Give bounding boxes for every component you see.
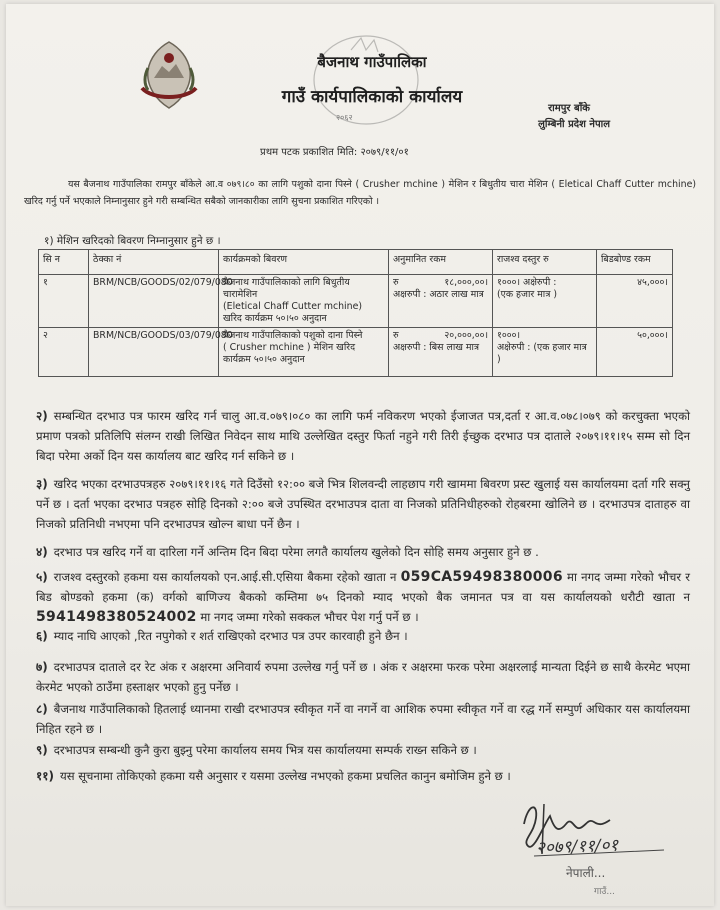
clause-9 bbox=[36, 740, 690, 760]
header-estimated-amount: अनुमानित रकम bbox=[389, 250, 493, 275]
header-bid-bond: बिडबोण्ड रकम bbox=[597, 250, 673, 275]
clause-2 bbox=[36, 406, 690, 466]
signature-name: नेपाली... bbox=[566, 866, 606, 880]
header-sn: सि न bbox=[39, 250, 89, 275]
cell-amount bbox=[389, 275, 493, 328]
cell-contract: BRM/NCB/GOODS/02/079/080 bbox=[89, 275, 219, 328]
clause-number: ५) bbox=[36, 570, 48, 584]
header-contract: ठेक्का नं bbox=[89, 250, 219, 275]
clause-text: दरभाउपत्र दाताले दर रेट अंक र अक्षरमा अनिवार्य रुपमा उल्लेख गर्नु पर्ने छ । अंक र अक्षरमा फरक परेमा अक्षरलाई मान्यता दिईने छ साथै केरमेट भएमा केरमेट भएको ठाउँमा हस्ताक्षर भएको हुनु पर्नेछ । bbox=[36, 660, 690, 694]
clause-number: ७) bbox=[36, 660, 48, 674]
amount-words: अक्षरुपी : बिस लाख मात्र bbox=[393, 342, 480, 353]
intro-paragraph: यस बैजनाथ गाउँपालिका रामपुर बाँकेले आ.व ०७९।८० का लागि पशुको दाना पिस्ने ( Crusher mchine ) मेशिन र बिधुतीय चारा मेशिन ( Eletical Chaff Cutter mchine) खरिद गर्नु पर्ने भएकाले निम्नानुसार हुने गरी सम्बन्धित सबैको जानकारीका लागि सुचना प्रकाशित गरिएको । bbox=[24, 179, 696, 207]
clause-text: सम्बन्धित दरभाउ पत्र फारम खरिद गर्न चालु आ.व.०७९।०८० का लागि फर्म नविकरण भएको ईजाजत पत्र,दर्ता र आ.व.०७८।०७९ को करचुक्ता भएको प्रमाण पत्रको प्रतिलिपि संलग्न राखी लिखित निवेदन साथ माथि उल्लेखित दस्तुर फिर्ता नहुने गरी तिरी ईच्छुक दरभाउ पत्र दाताले २०७९।११।१५ सम्म सो दिन बिदा परेमा अर्को दिन यस कार्यालय बाट खरिद गर्न सकिने छ । bbox=[36, 409, 690, 463]
section-1-title: १) मेशिन खरिदको बिवरण निम्नानुसार हुने छ । bbox=[44, 235, 221, 247]
fee-value: १०००। अक्षेरुपी : bbox=[497, 277, 557, 288]
cell-fee bbox=[493, 275, 597, 328]
publication-date: प्रथम पटक प्रकाशित मिति: २०७९/११/०१ bbox=[260, 147, 409, 158]
seal-year: २०६२ bbox=[336, 113, 353, 122]
clause-text: दरभाउ पत्र खरिद गर्ने वा दारिला गर्ने अन्तिम दिन बिदा परेमा लगतै कार्यालय खुलेको दिन सोहि समय अनुसार हुने छ . bbox=[53, 545, 539, 559]
document-page bbox=[6, 4, 714, 906]
clause-7 bbox=[36, 657, 690, 697]
clause-11 bbox=[36, 766, 690, 786]
desc-line: ( Crusher mchine ) मेशिन खरिद bbox=[223, 342, 356, 353]
office-title: गाउँ कार्यपालिकाको कार्यालय bbox=[281, 87, 463, 107]
clause-text: राजश्व दस्तुरको हकमा यस कार्यालयको एन.आई.सी.एसिया बैकमा रहेको खाता न bbox=[53, 570, 397, 584]
amount-prefix: रु bbox=[393, 277, 399, 288]
office-name: बैजनाथ गाउँपालिका bbox=[317, 53, 427, 71]
clause-4 bbox=[36, 542, 690, 562]
cell-bond: ५०,०००। bbox=[597, 328, 673, 377]
amount-value: १८,०००,००। bbox=[444, 277, 488, 288]
clause-text: मा नगद जम्मा गरेको सक्कल भौचर पेश गर्नु पर्ने छ । bbox=[200, 610, 419, 624]
clause-number: ११) bbox=[36, 769, 54, 783]
cell-sn: २ bbox=[39, 328, 89, 377]
fee-value: १०००। bbox=[497, 330, 521, 341]
table-header-row bbox=[39, 250, 673, 275]
cell-sn: १ bbox=[39, 275, 89, 328]
table-row bbox=[39, 328, 673, 377]
nepal-emblem-icon bbox=[134, 38, 204, 112]
fee-words: अक्षेरुपी : (एक हजार मात्र ) bbox=[497, 342, 587, 365]
desc-line: बैजनाथ गाउँपालिकाको लागि बिधुतीय चारामेशिन bbox=[223, 277, 350, 300]
address-line-2: लुम्बिनी प्रदेश नेपाल bbox=[538, 119, 610, 130]
revenue-account-number: 059CA59498380006 bbox=[400, 569, 563, 585]
clause-number: ९) bbox=[36, 743, 48, 757]
header-description: कार्यक्रमको बिवरण bbox=[219, 250, 389, 275]
cell-description bbox=[219, 275, 389, 328]
clause-text: यस सूचनामा तोकिएको हकमा यसै अनुसार र यसमा उल्लेख नभएको हकमा प्रचलित कानुन बमोजिम हुने छ । bbox=[59, 769, 511, 783]
clause-text: मा नगद जम्मा गरेको भौचर र बिड बोण्डको हकमा (क) वर्गको बाणिज्य बैकको कम्तिमा ७५ दिनको म्याद भएको बैक जमानत पत्र वा यस कार्यालयको धरौटी खाता न bbox=[36, 570, 691, 604]
clause-number: ६) bbox=[36, 629, 48, 643]
desc-line: कार्यक्रम ५०।५० अनुदान bbox=[223, 354, 305, 365]
clause-3 bbox=[36, 474, 690, 534]
clause-number: २) bbox=[36, 409, 48, 423]
signature-date: २०७९/११/०१ bbox=[535, 835, 619, 859]
clause-8 bbox=[36, 699, 690, 739]
deposit-account-number: 5941498380524002 bbox=[36, 609, 197, 625]
amount-words: अक्षरुपी : अठार लाख मात्र bbox=[393, 289, 484, 300]
clause-text: खरिद भएका दरभाउपत्रहरु २०७९।११।१६ गते दिउँसो १२:०० बजे भित्र शिलवन्दी लाहछाप गरी खाममा बिवरण प्रस्ट खुलाई यस कार्यालयमा दर्ता गरि सक्नु पर्ने छ । दर्ता भएका दरभाउ पत्रहरु सोहि दिनको २:०० बजे उपस्थित दरभाउपत्र दाता वा निजको प्रतिनिधीहरुको रोहबरमा खोलिने छ । दरभाउपत्र दाताहरु वा निजको प्रतिनिधी नभएमा पनि दरभाउपत्र खोल्न बाधा पर्ने छैन । bbox=[36, 477, 690, 531]
amount-value: २०,०००,००। bbox=[444, 330, 488, 341]
cell-contract: BRM/NCB/GOODS/03/079/080 bbox=[89, 328, 219, 377]
clause-number: ४) bbox=[36, 545, 48, 559]
clause-number: ८) bbox=[36, 702, 48, 716]
amount-prefix: रु bbox=[393, 330, 399, 341]
cell-fee bbox=[493, 328, 597, 377]
clause-5 bbox=[36, 567, 690, 627]
clause-text: दरभाउपत्र सम्बन्धी कुनै कुरा बुझ्नु परेमा कार्यालय समय भित्र यस कार्यालयमा सम्पर्क राख्न सकिने छ । bbox=[53, 743, 477, 757]
office-seal-icon bbox=[306, 30, 426, 130]
clause-text: बैजनाथ गाउँपालिकाको हितलाई ध्यानमा राखी दरभाउपत्र स्वीकृत गर्ने वा नगर्ने वा आशिक रुपमा स्वीकृत गर्ने वा रद्ध गर्ने सम्पुर्ण अधिकार यस कार्यालयमा निहित रहने छ । bbox=[36, 702, 690, 736]
cell-amount bbox=[389, 328, 493, 377]
cell-description bbox=[219, 328, 389, 377]
address-line-1: रामपुर बाँके bbox=[548, 103, 590, 114]
desc-line: (Eletical Chaff Cutter mchine) bbox=[223, 301, 363, 312]
desc-line: खरिद कार्यक्रम ५०।५० अनुदान bbox=[223, 313, 327, 324]
fee-words: (एक हजार मात्र ) bbox=[497, 289, 558, 300]
signature-title: गाउँ... bbox=[594, 887, 615, 897]
desc-line: बैजनाथ गाउँपालिकाको पशुको दाना पिस्ने bbox=[223, 330, 363, 341]
table-row bbox=[39, 275, 673, 328]
cell-bond: ४५,०००। bbox=[597, 275, 673, 328]
clause-number: ३) bbox=[36, 477, 48, 491]
clause-6 bbox=[36, 626, 690, 646]
header-fee: राजश्व दस्तुर रु bbox=[493, 250, 597, 275]
clause-text: म्याद नाघि आएको ,रित नपुगेको र शर्त राखिएको दरभाउ पत्र उपर कारवाही हुने छैन । bbox=[53, 629, 408, 643]
bid-table bbox=[38, 249, 673, 377]
